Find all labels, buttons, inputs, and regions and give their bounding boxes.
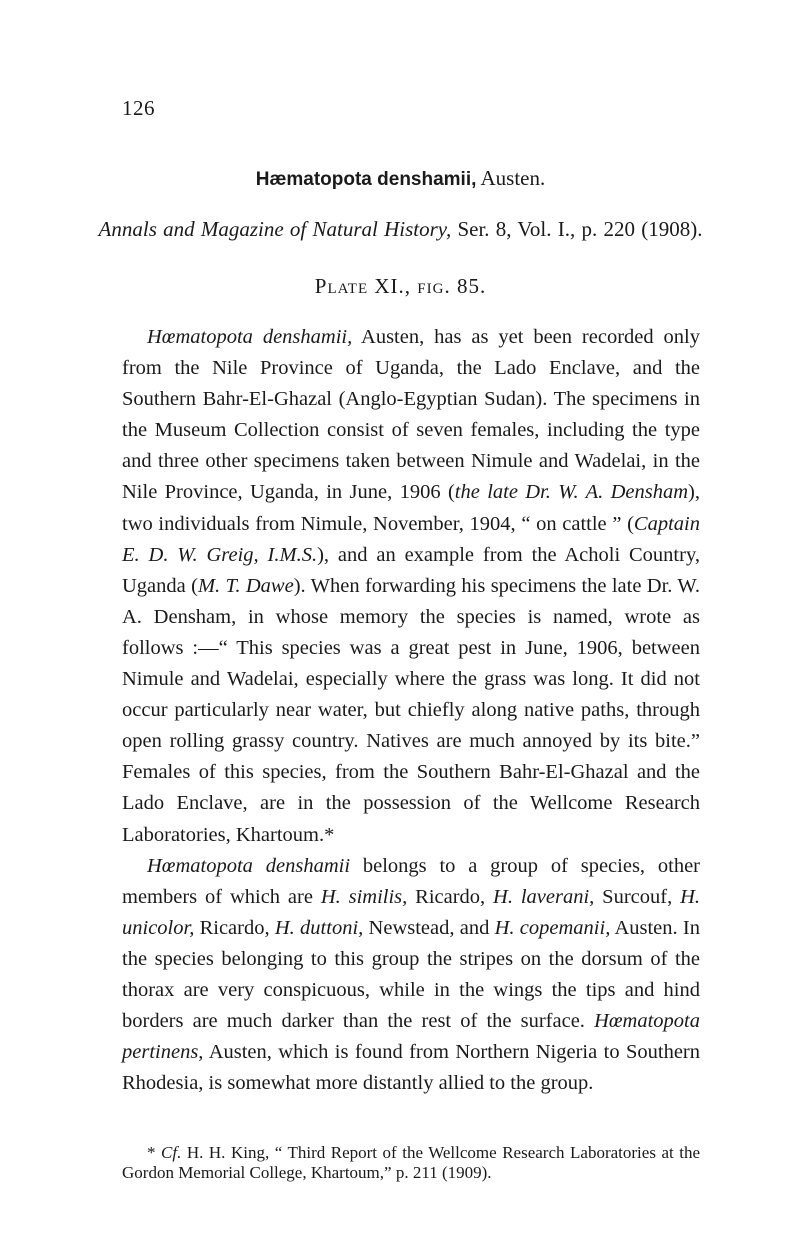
text-span: Ricardo, — [407, 885, 494, 908]
species-name: Hæmatopota denshamii, — [255, 169, 477, 190]
text-span: H. similis, — [320, 885, 408, 908]
text-span: ). When forwarding his specimens the late Dr. W. A. Densham, in whose memory the species is named, wrote as follows :—“ This species was a great pest in June, 1906, between Nimule and Wadelai, especially where the grass was long. It did not occur particularly near water, but chiefly along native paths, through open rolling grassy country. Natives are much annoyed by its bite.” Females of this species, from the Southern Bahr-El-Ghazal and the Lado Enclave, are in the possession of the Wellcome Research Laboratories, Khartoum.* — [122, 574, 700, 846]
citation — [0, 217, 801, 242]
text-span: Austen, which is found from Northern Nigeria to Southern Rhodesia, is somewhat more distantly allied to the group. — [122, 1041, 700, 1095]
text-span: Ricardo, — [194, 916, 275, 939]
text-span: Captain E. D. W. Greig, I.M.S. — [122, 512, 700, 566]
text-span: H. copemanii, — [494, 916, 611, 939]
page-number: 126 — [122, 96, 155, 120]
text-span: the late Dr. W. A. Densham — [454, 481, 689, 504]
paragraph-2 — [122, 851, 700, 1100]
text-span: H. laverani, — [493, 885, 595, 908]
species-title — [0, 166, 801, 191]
journal-name: Annals and Magazine of Natural History, — [98, 217, 452, 241]
text-span: Austen, has as yet been recorded only from the Nile Province of Uganda, the Lado Enclave, and the Southern Bahr-El-Ghazal (Anglo-Egyptian Sudan). The specimens in the Museum Collection consist of seven females, including the type and three other specimens taken between Nimule and Wadelai, in the Nile Province, Uganda, in June, 1906 ( — [122, 326, 700, 504]
text-span: ), and an example from the Acholi Country, Uganda ( — [122, 543, 700, 597]
text-span: Surcouf, — [594, 885, 681, 908]
text-span: H. duttoni, — [274, 916, 364, 939]
text-span: H. unicolor, — [122, 885, 700, 939]
text-span: ), two individuals from Nimule, November, 1904, “ on cattle ” ( — [122, 481, 700, 535]
text-span: H. H. King, “ Third Report of the Wellcome Research Laboratories at the Gordon Memorial College, Khartoum,” p. 211 (1909). — [122, 1143, 701, 1182]
text-span: belongs to a group of species, other members of which are — [122, 854, 700, 908]
text-span: Hœmatopota denshamii — [147, 854, 351, 877]
text-span: Newstead, and — [363, 916, 495, 939]
plate-reference: Plate XI., fig. 85. — [314, 274, 487, 298]
text-span: Cf. — [161, 1143, 182, 1162]
footnote-marker: * — [147, 1143, 162, 1162]
body-text — [122, 322, 700, 1099]
paragraph-1 — [122, 322, 700, 851]
text-span: Hœmatopota pertinens, — [122, 1010, 700, 1064]
text-span: M. T. Dawe — [197, 574, 294, 597]
text-span: Austen. In the species belonging to this group the stripes on the dorsum of the thorax are very conspicuous, while in the wings the tips and hind borders are much darker than the rest of the surface. — [122, 916, 700, 1033]
text-span: Hœmatopota denshamii, — [147, 326, 353, 348]
citation-details: Ser. 8, Vol. I., p. 220 (1908). — [457, 217, 703, 241]
species-author: Austen. — [480, 166, 546, 190]
footnote — [122, 1143, 700, 1183]
